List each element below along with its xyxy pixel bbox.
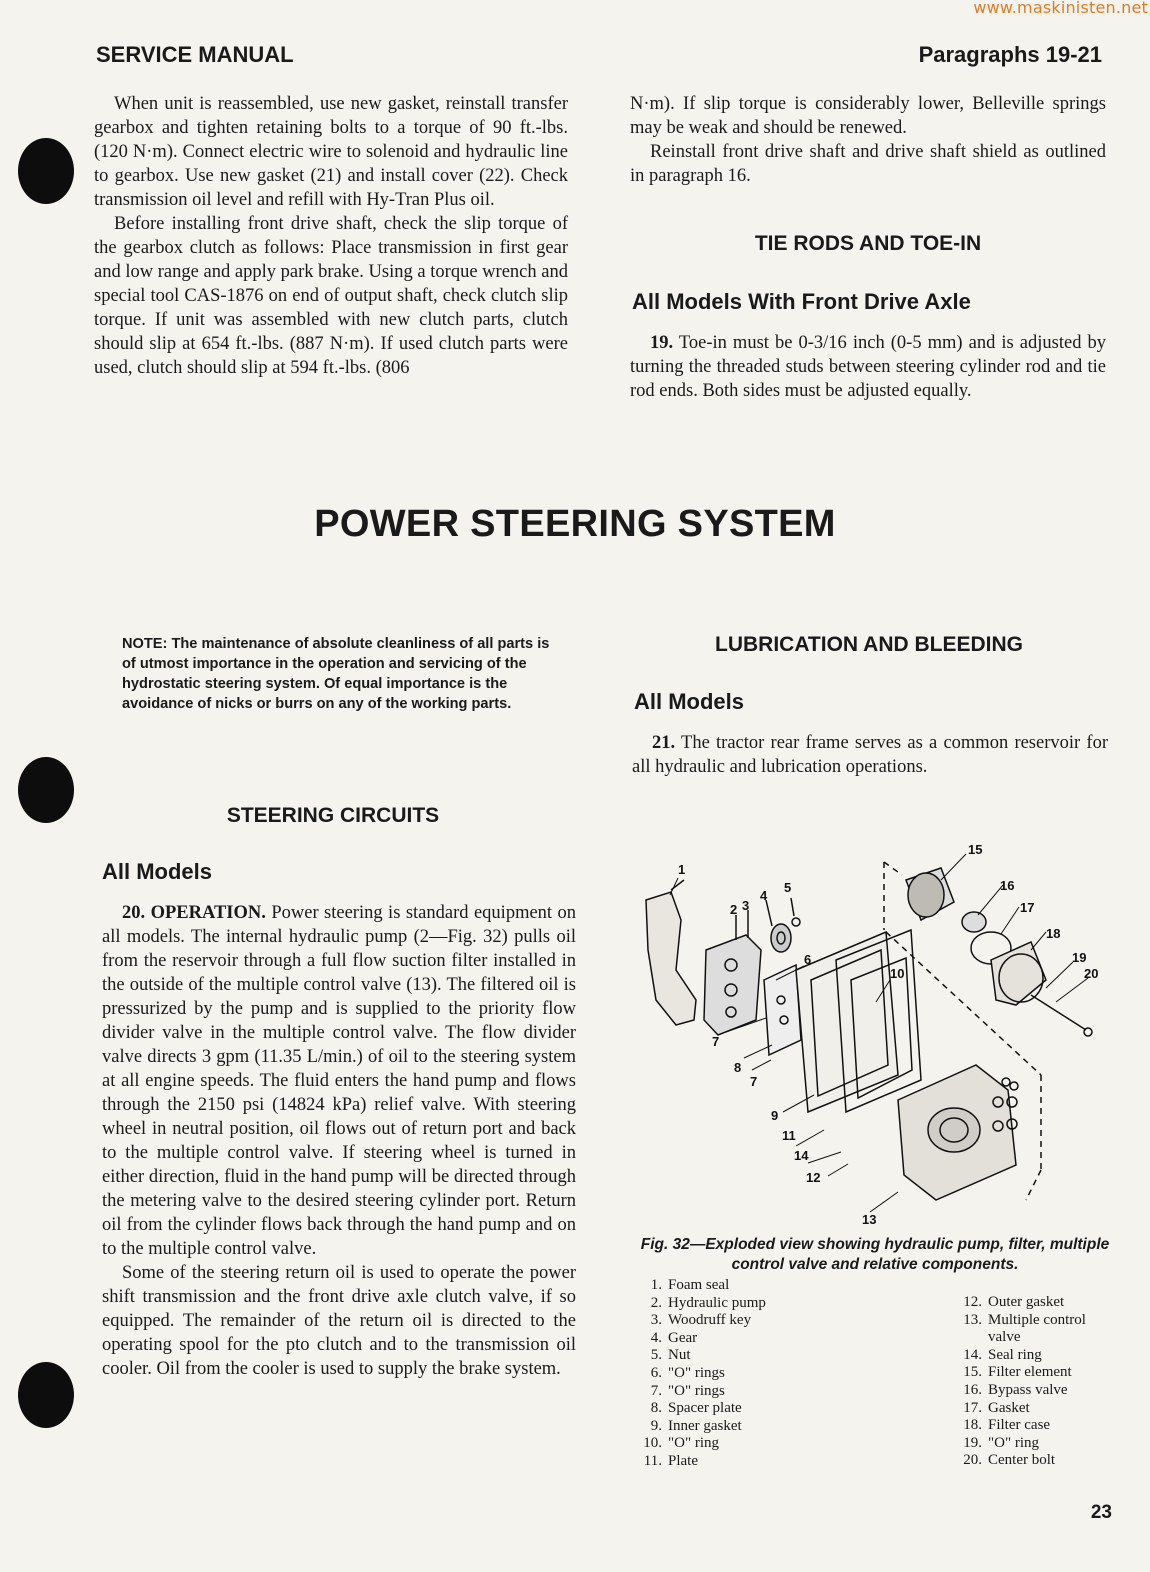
callout-label: 7	[712, 1034, 720, 1049]
callout-label: 7	[750, 1074, 758, 1089]
callout-label: 9	[771, 1108, 779, 1123]
section-heading: LUBRICATION AND BLEEDING	[715, 633, 1023, 656]
callout-label: 2	[730, 902, 738, 917]
paragraph: N·m). If slip torque is considerably lower, Belleville springs may be weak and should be renewed.	[630, 94, 1106, 138]
legend-right	[960, 1294, 1086, 1470]
paragraph-20	[102, 901, 576, 1381]
section-title: POWER STEERING SYSTEM	[314, 503, 836, 545]
legend-item: 2. Hydraulic pump	[650, 1294, 766, 1311]
section-heading: STEERING CIRCUITS	[226, 804, 440, 827]
legend-item: 17. Gasket	[963, 1399, 1030, 1416]
legend-item: 8. Spacer plate	[650, 1400, 742, 1417]
callout-label: 16	[1000, 878, 1015, 893]
legend-item: 18. Filter case	[963, 1417, 1051, 1434]
subheading: All Models	[102, 859, 213, 884]
callout-label: 11	[782, 1128, 796, 1143]
legend-left	[640, 1277, 766, 1471]
legend-item: 14. Seal ring	[963, 1346, 1042, 1363]
callout-label: 14	[794, 1148, 809, 1163]
subheading: All Models	[634, 689, 745, 714]
binder-hole	[18, 1362, 74, 1428]
callout-label: 8	[734, 1060, 742, 1075]
legend-item: 12. Outer gasket	[963, 1294, 1065, 1310]
page-number: 23	[1090, 1502, 1112, 1523]
paragraph: Some of the steering return oil is used to operate the power shift transmission and the front drive axle clutch valve, if so equipped. The remainder of the return oil is directed to the operating spool for the pto clutch and to the transmission oil cooler. Oil from the cooler is used to supply the brake system.	[102, 1263, 576, 1379]
paragraph-21	[632, 731, 1108, 779]
paragraph-text: Power steering is standard equipment on all models. The internal hydraulic pump (2—Fig. 32) pulls oil from the reservoir through a full flow suction filter installed in the outside of the multiple control valve (13). The filtered oil is pressurized by the pump and is supplied to the priority flow divider valve in the multiple control valve. The flow divider valve directs 3 gpm (11.35 L/min.) of oil to the steering system at all engine speeds. The fluid enters the hand pump and flows through the 2150 psi (14824 kPa) relief valve. With steering wheel in neutral position, oil flows out of return port and back to the multiple control valve. If steering wheel is turned in either direction, fluid in the hand pump will be directed through the metering valve to the desired steering cylinder port. Return oil from the cylinder flows back through the hand pump and on to the multiple control valve.	[102, 903, 577, 1259]
top-right-column	[630, 92, 1106, 188]
top-left-column	[94, 92, 568, 380]
legend-item: valve	[988, 1329, 1021, 1346]
callout-label: 10	[890, 966, 905, 981]
paragraph-19	[630, 331, 1106, 403]
exploded-view-figure	[636, 840, 1116, 1230]
legend-item: 1. Foam seal	[650, 1277, 730, 1293]
legend-item: 10. "O" ring	[643, 1435, 719, 1452]
paragraph-number: 20. OPERATION.	[122, 903, 266, 923]
callout-label: 18	[1046, 926, 1061, 941]
binder-hole	[18, 138, 74, 204]
callout-label: 6	[804, 952, 812, 967]
note: NOTE: The maintenance of absolute cleanliness of all parts is of utmost importance in the operation and servicing of the hydrostatic steering system. Of equal importance is the avoidance of nicks or burrs on any of the working parts.	[122, 636, 550, 712]
legend-item: 11. Plate	[643, 1452, 698, 1469]
legend-item: 20. Center bolt	[963, 1452, 1056, 1469]
watermark: www.maskinisten.net	[973, 0, 1148, 17]
section-heading: TIE RODS AND TOE-IN	[754, 232, 982, 255]
callout-label: 3	[742, 898, 750, 913]
legend-item: 15. Filter element	[963, 1364, 1072, 1381]
binder-hole	[18, 757, 74, 823]
callout-label: 1	[678, 862, 686, 877]
callout-label: 4	[760, 888, 768, 903]
legend-item: 3. Woodruff key	[650, 1312, 752, 1329]
paragraph: Before installing front drive shaft, check the slip torque of the gearbox clutch as follows: Place transmission in first gear and low range and apply park brake. Using a torque wrench and special tool CAS-1876 on end of output shaft, check clutch slip torque. If unit was assembled with new clutch parts, clutch should slip at 654 ft.-lbs. (887 N·m). If used clutch parts were used, clutch should slip at 594 ft.-lbs. (806	[94, 214, 568, 378]
paragraph: When unit is reassembled, use new gasket, reinstall transfer gearbox and tighten retaining bolts to a torque of 90 ft.-lbs. (120 N·m). Connect electric wire to solenoid and hydraulic line to gearbox. Use new gasket (21) and install cover (22). Check transmission oil level and refill with Hy-Tran Plus oil.	[94, 94, 568, 210]
callout-label: 19	[1072, 950, 1087, 965]
paragraph-number: 19.	[650, 333, 674, 353]
paragraph-number: 21.	[652, 733, 676, 753]
paragraph-text: The tractor rear frame serves as a common reservoir for all hydraulic and lubrication operations.	[632, 733, 1108, 777]
figure-caption: Fig. 32—Exploded view showing hydraulic pump, filter, multiple control valve and relative components.	[640, 1236, 1110, 1273]
legend-item: 4. Gear	[650, 1329, 698, 1346]
legend-item: 9. Inner gasket	[650, 1417, 742, 1434]
callout-label: 17	[1020, 900, 1035, 915]
callout-label: 20	[1084, 966, 1099, 981]
running-header-right: Paragraphs 19-21	[918, 42, 1102, 67]
legend-item: 16. Bypass valve	[963, 1381, 1068, 1398]
legend-item: 19. "O" ring	[963, 1434, 1039, 1451]
running-header-left: SERVICE MANUAL	[96, 42, 294, 67]
paragraph-text: Toe-in must be 0-3/16 inch (0-5 mm) and is adjusted by turning the threaded studs between steering cylinder rod and tie rod ends. Both sides must be adjusted equally.	[630, 333, 1107, 401]
callout-label: 12	[806, 1170, 821, 1185]
paragraph: Reinstall front drive shaft and drive shaft shield as outlined in paragraph 16.	[630, 142, 1106, 186]
legend-item: 7. "O" rings	[650, 1382, 725, 1399]
legend-item: 6. "O" rings	[650, 1364, 725, 1381]
callout-label: 13	[862, 1212, 877, 1227]
legend-item: 13. Multiple control	[963, 1311, 1086, 1328]
callout-label: 5	[784, 880, 792, 895]
callout-label: 15	[968, 842, 983, 857]
legend-item: 5. Nut	[650, 1347, 691, 1364]
subheading: All Models With Front Drive Axle	[632, 289, 971, 314]
